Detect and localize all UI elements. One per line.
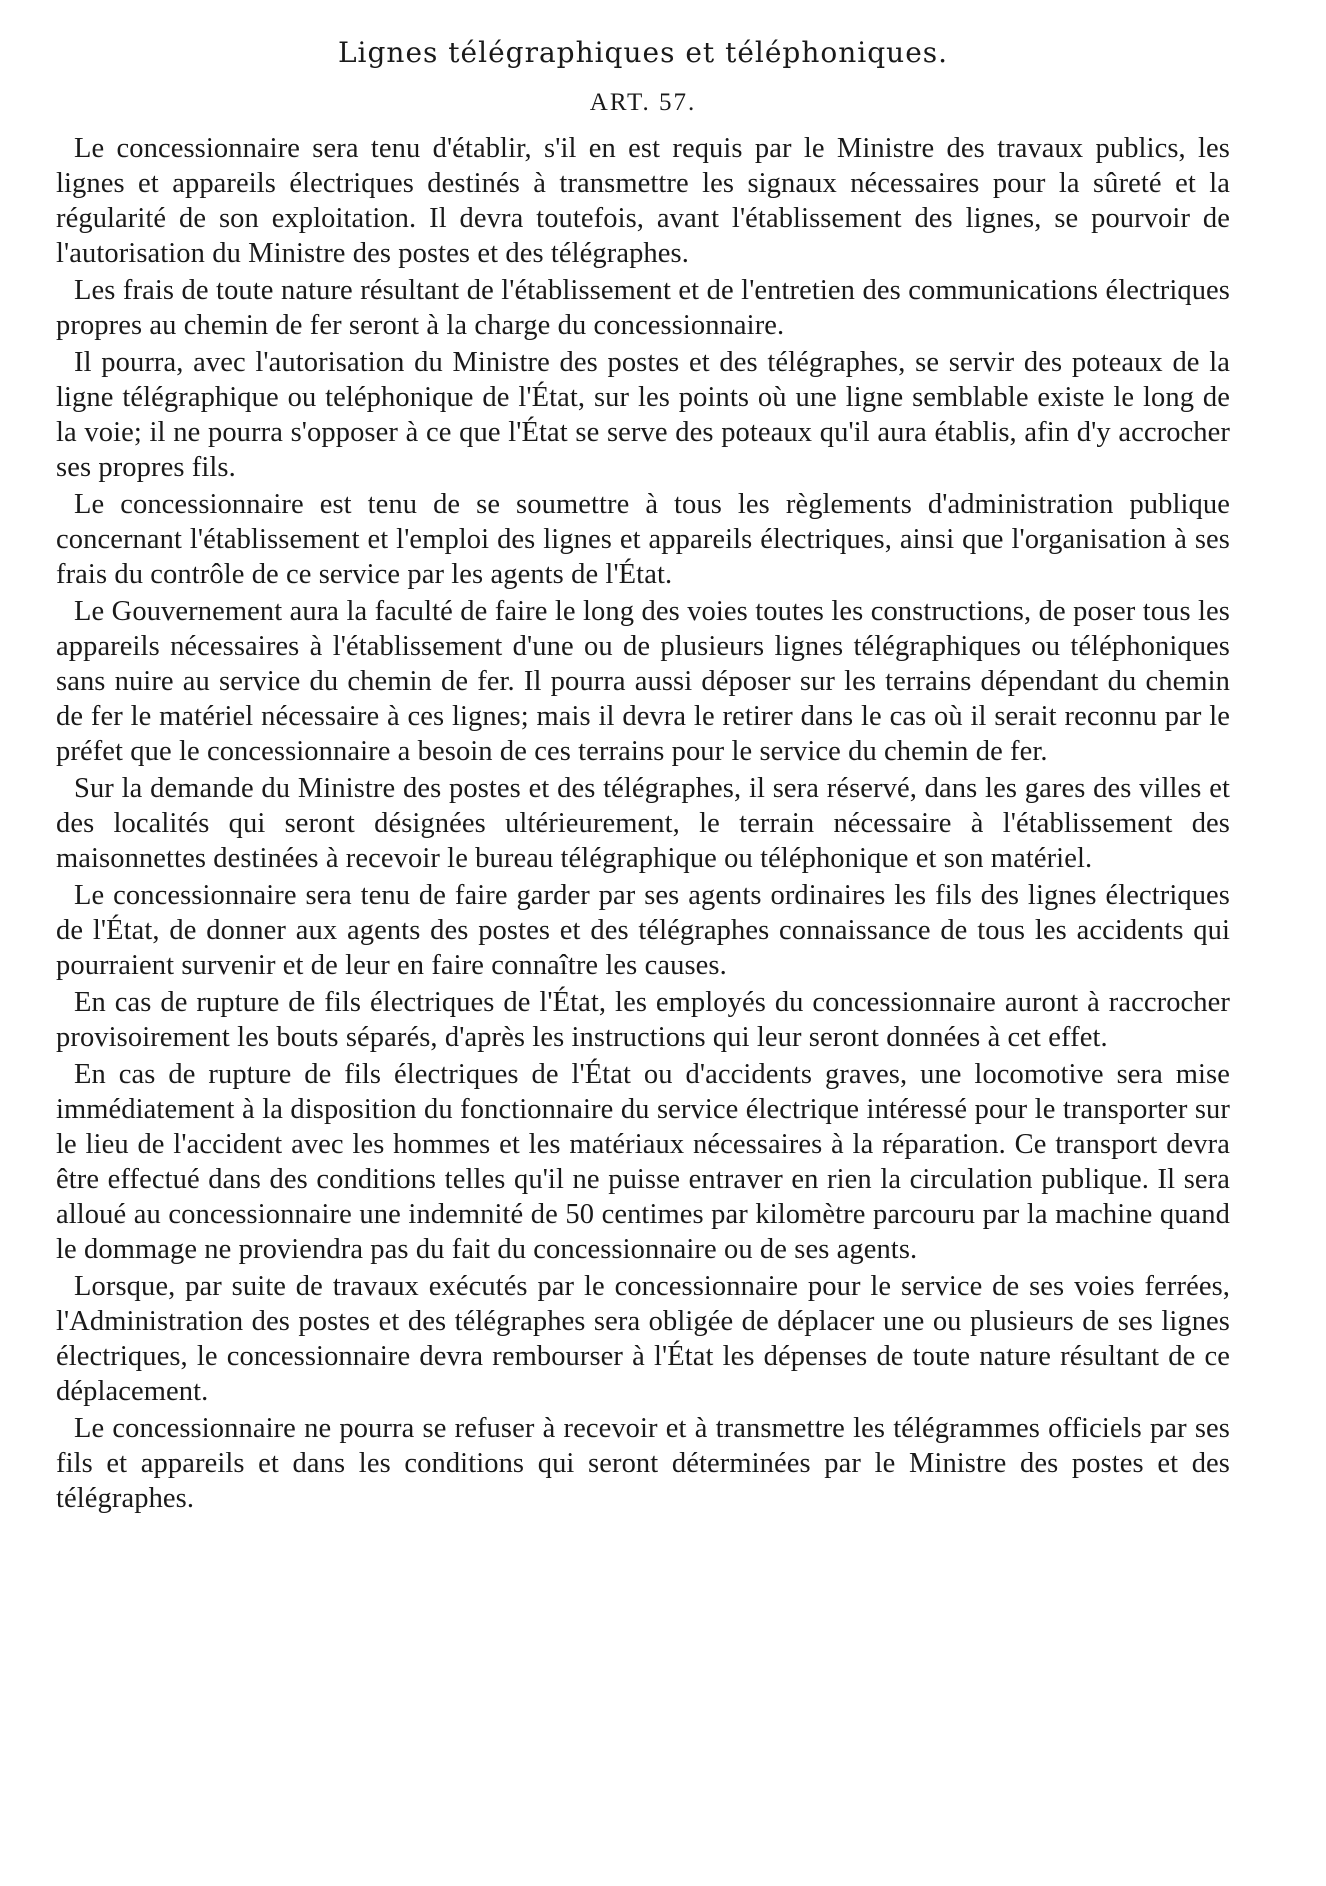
paragraph-8: En cas de rupture de fils électriques de l'État, les employés du concessionnaire auront à raccrocher provisoirement les bouts séparés, d'après les instructions qui leur seront données à cet effet. <box>56 987 1230 1053</box>
paragraph-10: Lorsque, par suite de travaux exécutés par le concessionnaire pour le service de ses voies ferrées, l'Administration des postes et des télégraphes sera obligée de déplacer une ou plusieurs de ses lignes électriques, le concessionnaire devra rembourser à l'État les dépenses de toute nature résultant de ce déplacement. <box>56 1271 1230 1407</box>
paragraph-2: Les frais de toute nature résultant de l'établissement et de l'entretien des communications électriques propres au chemin de fer seront à la charge du concessionnaire. <box>56 275 1230 341</box>
paragraph-11: Le concessionnaire ne pourra se refuser à recevoir et à transmettre les télégrammes officiels par ses fils et appareils et dans les conditions qui seront déterminées par le Ministre des postes et des télégraphes. <box>56 1413 1230 1514</box>
document-page <box>56 36 1230 1518</box>
paragraph-3: Il pourra, avec l'autorisation du Ministre des postes et des télégraphes, se servir des poteaux de la ligne télégraphique ou teléphonique de l'État, sur les points où une ligne semblable existe le long de la voie; il ne pourra s'opposer à ce que l'État se serve des poteaux qu'il aura établis, afin d'y accrocher ses propres fils. <box>56 347 1230 483</box>
paragraph-1: Le concessionnaire sera tenu d'établir, s'il en est requis par le Ministre des travaux publics, les lignes et appareils électriques destinés à transmettre les signaux nécessaires pour la sûreté et la régularité de son exploitation. Il devra toutefois, avant l'établissement des lignes, se pourvoir de l'autorisation du Ministre des postes et des télégraphes. <box>56 133 1230 269</box>
article-number: ART. 57. <box>589 89 697 116</box>
paragraph-7: Le concessionnaire sera tenu de faire garder par ses agents ordinaires les fils des lignes électriques de l'État, de donner aux agents des postes et des télégraphes connaissance de tous les accidents qui pourraient survenir et de leur en faire connaître les causes. <box>56 880 1230 981</box>
paragraph-6: Sur la demande du Ministre des postes et des télégraphes, il sera réservé, dans les gares des villes et des localités qui seront désignées ultérieurement, le terrain nécessaire à l'établissement des maisonnettes destinées à recevoir le bureau télégraphique ou téléphonique et son matériel. <box>56 773 1230 874</box>
paragraph-9: En cas de rupture de fils électriques de l'État ou d'accidents graves, une locomotive sera mise immédiatement à la disposition du fonctionnaire du service électrique intéressé pour le transporter sur le lieu de l'accident avec les hommes et les matériaux nécessaires à la réparation. Ce transport devra être effectué dans des conditions telles qu'il ne puisse entraver en rien la circulation publique. Il sera alloué au concessionnaire une indemnité de 50 centimes par kilomètre parcouru par la machine quand le dommage ne proviendra pas du fait du concessionnaire ou de ses agents. <box>56 1059 1230 1265</box>
section-heading: Lignes télégraphiques et téléphoniques. <box>337 36 949 69</box>
paragraph-5: Le Gouvernement aura la faculté de faire le long des voies toutes les constructions, de poser tous les appareils nécessaires à l'établissement d'une ou de plusieurs lignes télégraphiques ou téléphoniques sans nuire au service du chemin de fer. Il pourra aussi déposer sur les terrains dépendant du chemin de fer le matériel nécessaire à ces lignes; mais il devra le retirer dans le cas où il serait reconnu par le préfet que le concessionnaire a besoin de ces terrains pour le service du chemin de fer. <box>56 596 1230 767</box>
paragraph-4: Le concessionnaire est tenu de se soumettre à tous les règlements d'administration publique concernant l'établissement et l'emploi des lignes et appareils électriques, ainsi que l'organisation à ses frais du contrôle de ce service par les agents de l'État. <box>56 489 1230 590</box>
